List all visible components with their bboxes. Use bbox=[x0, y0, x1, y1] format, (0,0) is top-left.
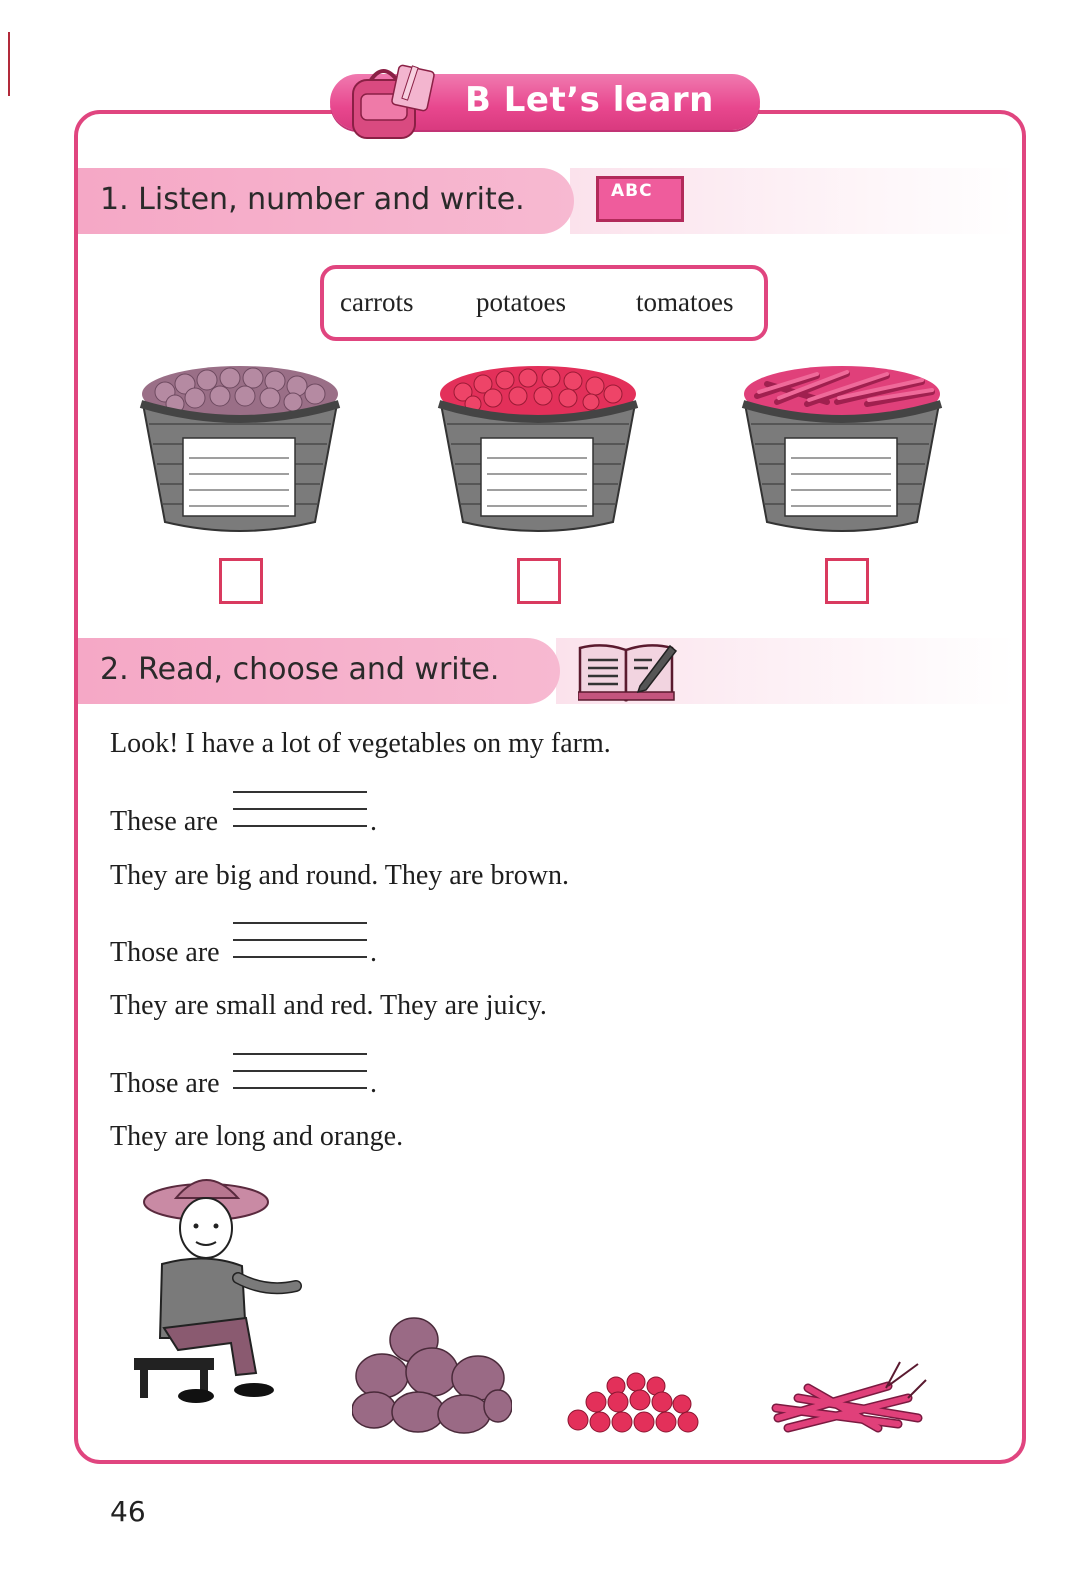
word-bank-item: tomatoes bbox=[636, 287, 734, 317]
abc-badge-text: ABC bbox=[611, 181, 653, 201]
number-answer-box[interactable] bbox=[825, 558, 869, 604]
schoolbag-icon bbox=[335, 58, 450, 143]
sentence-lead: Those are bbox=[110, 937, 220, 968]
section1-header bbox=[78, 168, 574, 234]
word-bank-item: potatoes bbox=[476, 287, 566, 317]
write-in-blank[interactable] bbox=[233, 922, 367, 973]
sentence-description: They are long and orange. bbox=[110, 1121, 404, 1152]
write-in-blank[interactable] bbox=[233, 1053, 367, 1104]
section2-title: 2. Read, choose and write. bbox=[100, 652, 500, 687]
tomato-pile-image bbox=[566, 1370, 706, 1440]
sentence-description: They are big and round. They are brown. bbox=[110, 860, 569, 891]
page-number: 46 bbox=[110, 1495, 146, 1528]
word-bank bbox=[320, 265, 768, 341]
write-in-blank[interactable] bbox=[233, 791, 367, 842]
abc-badge bbox=[596, 176, 684, 222]
sentence-lead: These are bbox=[110, 806, 219, 837]
word-bank-item: carrots bbox=[340, 287, 414, 317]
banner-title: B Let’s learn bbox=[465, 80, 714, 120]
number-answer-box[interactable] bbox=[517, 558, 561, 604]
potato-basket-image bbox=[135, 362, 345, 537]
carrot-basket-image bbox=[737, 362, 947, 537]
carrot-pile-image bbox=[768, 1358, 928, 1438]
passage-intro: Look! I have a lot of vegetables on my farm. bbox=[110, 728, 611, 759]
number-answer-box[interactable] bbox=[219, 558, 263, 604]
sentence-description: They are small and red. They are juicy. bbox=[110, 990, 547, 1021]
tomato-basket-image bbox=[433, 362, 643, 537]
section2-header bbox=[78, 638, 560, 704]
sentence-end: . bbox=[370, 806, 377, 837]
open-book-pencil-icon bbox=[578, 640, 678, 702]
sentence-lead: Those are bbox=[110, 1068, 220, 1099]
potato-pile-image bbox=[352, 1310, 512, 1435]
sentence-end: . bbox=[370, 1068, 377, 1099]
section1-title: 1. Listen, number and write. bbox=[100, 182, 525, 217]
sentence-end: . bbox=[370, 937, 377, 968]
page-edge-mark bbox=[8, 32, 10, 96]
farmer-boy-illustration bbox=[126, 1168, 306, 1423]
